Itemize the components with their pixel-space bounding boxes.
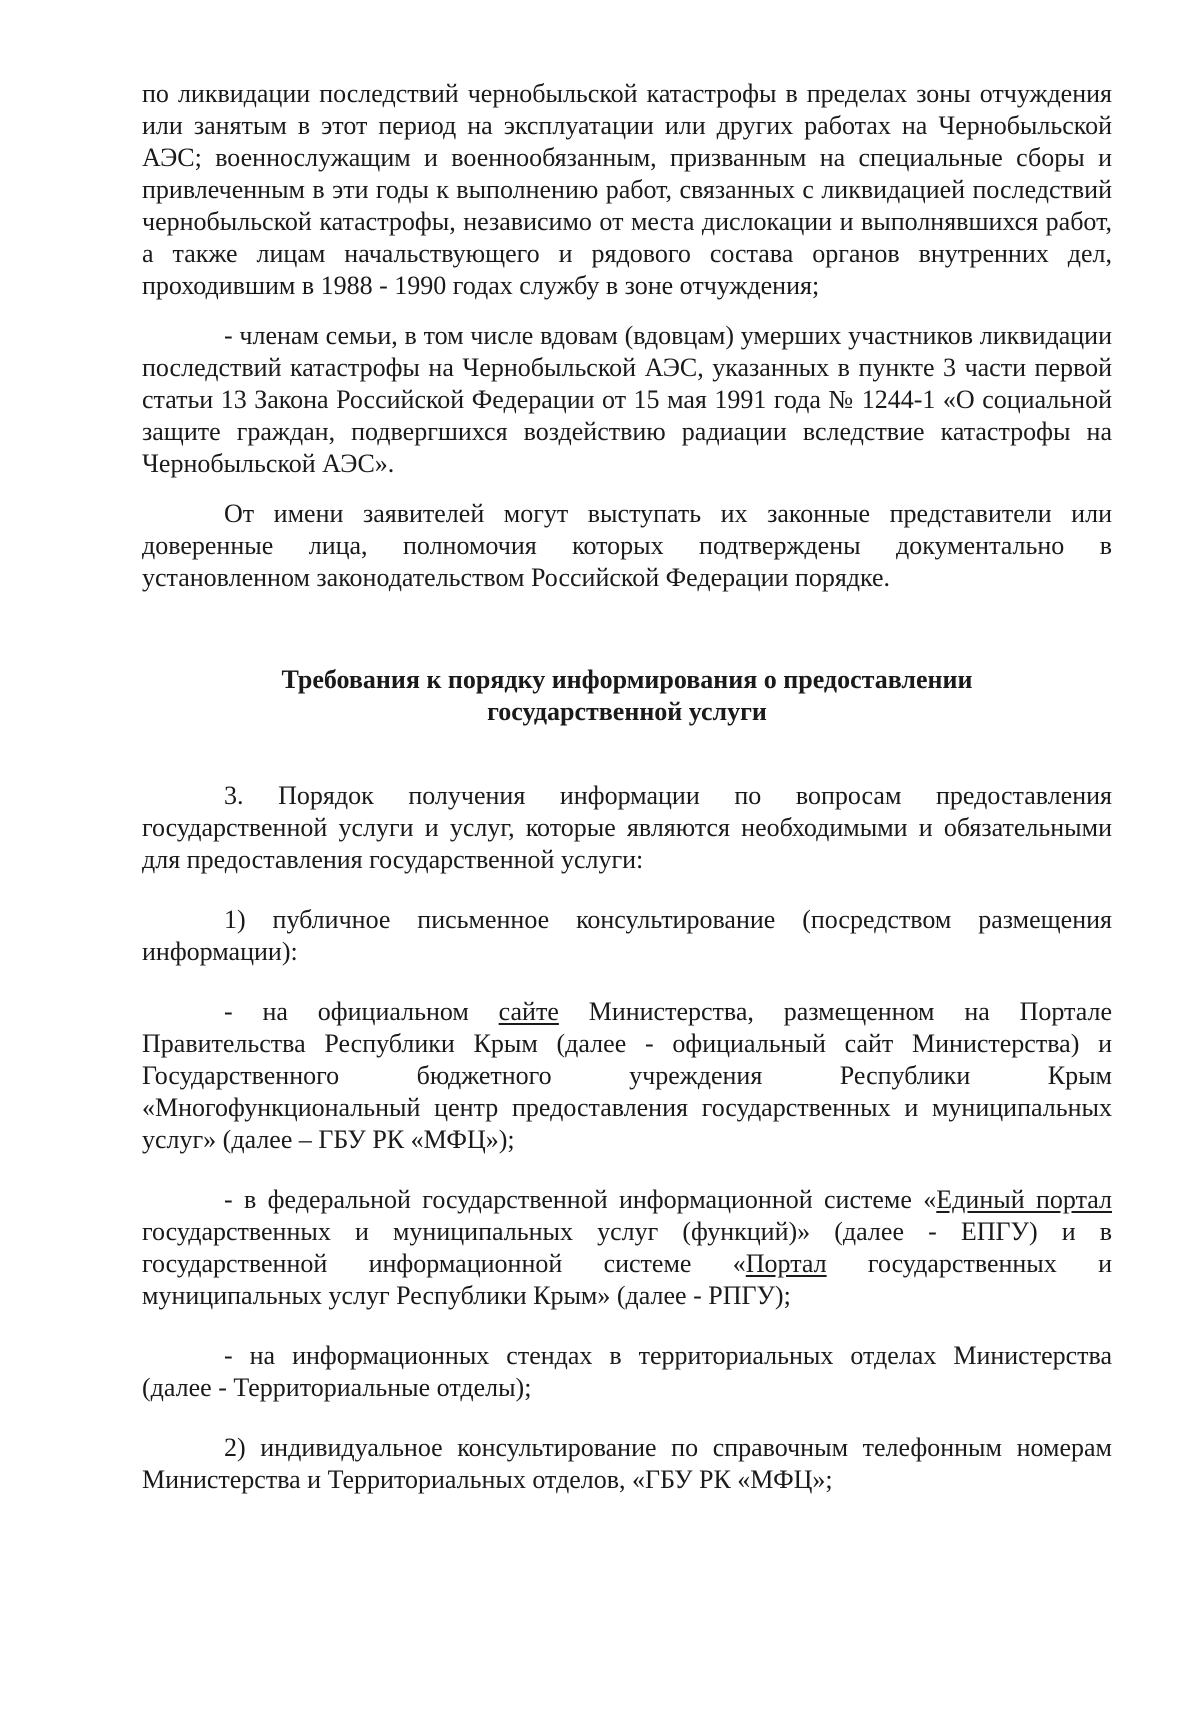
paragraph-official-site — [142, 996, 1112, 1156]
paragraph-family-members: - членам семьи, в том числе вдовам (вдовцам) умерших участников ликвидации последствий катастрофы на Чернобыльской АЭС, указанных в пункте 3 части первой статьи 13 Закона Российской Федерации от 15 мая 1991 года № 1244-1 «О социальной защите граждан, подвергшихся воздействию радиации вследствие катастрофы на Чернобыльской АЭС». — [142, 321, 1112, 478]
official-site-prefix: - на официальном — [224, 997, 499, 1026]
site-link[interactable]: сайте — [498, 997, 559, 1026]
paragraph-intro: по ликвидации последствий чернобыльской катастрофы в пределах зоны отчуждения или занятым в этот период на эксплуатации или других работах на Чернобыльской АЭС; военнослужащим и военнообязанным, призванным на специальные сборы и привлеченным в эти годы к выполнению работ, связанных с ликвидацией последствий чернобыльской катастрофы, независимо от места дислокации и выполнявшихся работ, а также лицам начальствующего и рядового состава органов внутренних дел, проходившим в 1988 - 1990 годах службу в зоне отчуждения; — [142, 79, 1112, 300]
paragraph-public-consulting: 1) публичное письменное консультирование (посредством размещения информации): — [142, 905, 1112, 966]
section-heading-line-2: государственной услуги — [487, 697, 767, 726]
epgu-prefix: - в федеральной государственной информационной системе « — [224, 1185, 937, 1214]
official-site-suffix: Министерства, размещенном на Портале Правительства Республики Крым (далее - официальный сайт Министерства) и Государственного бюджетного учреждения Республики Крым «Многофункциональный центр предоставления государственных и муниципальных услуг» (далее – ГБУ РК «МФЦ»); — [142, 997, 1112, 1154]
paragraph-epgu — [142, 1184, 1112, 1312]
epgu-suffix: государственных и муниципальных услуг Республики Крым» (далее - РПГУ); — [142, 1249, 1112, 1310]
unified-portal-link[interactable]: Единый портал — [936, 1185, 1112, 1214]
paragraph-info-stands: - на информационных стендах в территориальных отделах Министерства (далее - Территориальные отделы); — [142, 1341, 1112, 1402]
paragraph-representatives: От имени заявителей могут выступать их законные представители или доверенные лица, полномочия которых подтверждены документально в установленном законодательством Российской Федерации порядке. — [142, 499, 1112, 592]
paragraph-item-3: 3. Порядок получения информации по вопросам предоставления государственной услуги и услуг, которые являются необходимыми и обязательными для предоставления государственной услуги: — [142, 781, 1112, 874]
section-heading — [142, 664, 1112, 728]
paragraph-individual-consulting: 2) индивидуальное консультирование по справочным телефонным номерам Министерства и Территориальных отделов, «ГБУ РК «МФЦ»; — [142, 1433, 1112, 1494]
portal-link[interactable]: Портал — [745, 1249, 827, 1278]
section-heading-line-1: Требования к порядку информирования о предоставлении — [281, 665, 973, 694]
epgu-middle: государственных и муниципальных услуг (функций)» (далее - ЕПГУ) и в государственной информационной системе « — [142, 1217, 1112, 1278]
